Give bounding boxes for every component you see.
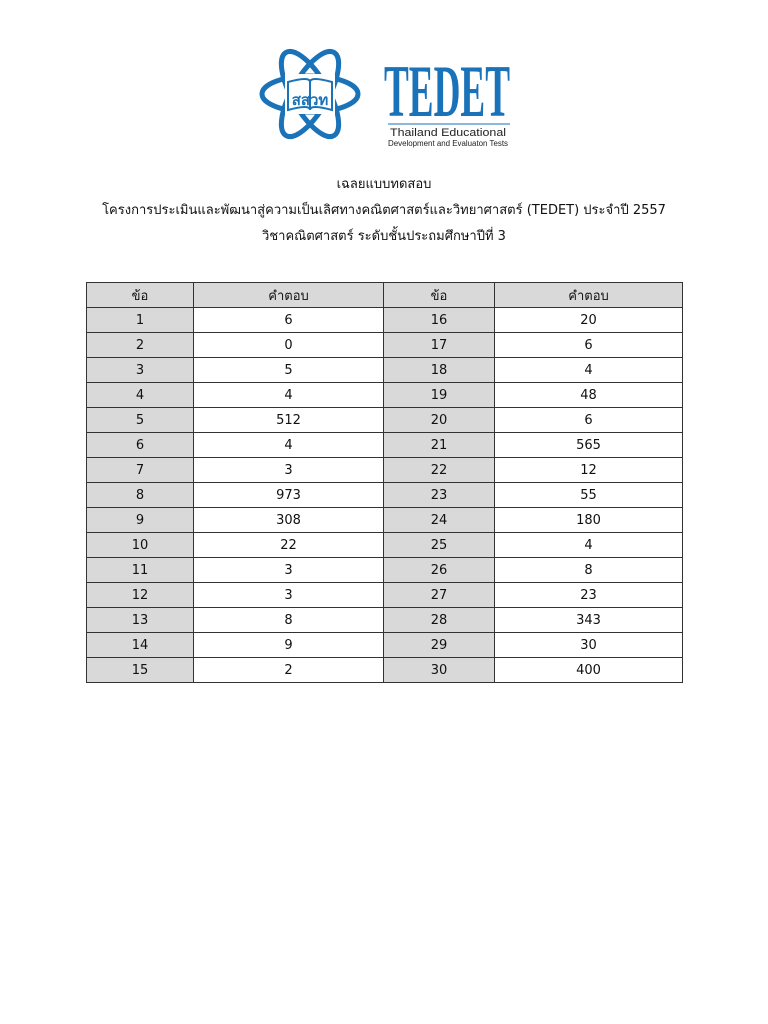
brand-tagline-2: Development and Evaluaton Tests xyxy=(388,139,508,148)
question-number: 27 xyxy=(384,583,495,608)
brand-name: TEDET xyxy=(384,52,510,133)
question-number: 7 xyxy=(87,458,194,483)
table-row xyxy=(87,333,683,358)
answer-value: 48 xyxy=(495,383,683,408)
header-answer-left: คำตอบ xyxy=(194,283,384,308)
answer-value: 6 xyxy=(495,408,683,433)
question-number: 29 xyxy=(384,633,495,658)
answer-value: 9 xyxy=(194,633,384,658)
table-header-row xyxy=(87,283,683,308)
question-number: 5 xyxy=(87,408,194,433)
brand-tagline-1: Thailand Educational xyxy=(390,127,506,139)
answer-value: 4 xyxy=(194,433,384,458)
header-logos xyxy=(258,38,518,152)
answer-value: 180 xyxy=(495,508,683,533)
table-row xyxy=(87,358,683,383)
answer-value: 8 xyxy=(495,558,683,583)
header-question-left: ข้อ xyxy=(87,283,194,308)
answer-key-table xyxy=(86,282,683,683)
answer-value: 343 xyxy=(495,608,683,633)
question-number: 17 xyxy=(384,333,495,358)
table-row xyxy=(87,633,683,658)
doc-subject: วิชาคณิตศาสตร์ ระดับชั้นประถมศึกษาปีที่ 3 xyxy=(262,229,506,244)
table-row xyxy=(87,583,683,608)
table-row xyxy=(87,533,683,558)
table-row xyxy=(87,383,683,408)
table-row xyxy=(87,658,683,683)
answer-value: 0 xyxy=(194,333,384,358)
answer-value: 2 xyxy=(194,658,384,683)
answer-value: 6 xyxy=(194,308,384,333)
answer-value: 308 xyxy=(194,508,384,533)
question-number: 9 xyxy=(87,508,194,533)
question-number: 19 xyxy=(384,383,495,408)
answer-value: 3 xyxy=(194,458,384,483)
seal-text: สสวท xyxy=(291,91,329,109)
table-row xyxy=(87,458,683,483)
answer-value: 3 xyxy=(194,583,384,608)
question-number: 30 xyxy=(384,658,495,683)
answer-value: 512 xyxy=(194,408,384,433)
table-row xyxy=(87,308,683,333)
answer-value: 12 xyxy=(495,458,683,483)
question-number: 20 xyxy=(384,408,495,433)
question-number: 4 xyxy=(87,383,194,408)
question-number: 24 xyxy=(384,508,495,533)
answer-value: 55 xyxy=(495,483,683,508)
question-number: 26 xyxy=(384,558,495,583)
answer-value: 3 xyxy=(194,558,384,583)
question-number: 21 xyxy=(384,433,495,458)
answer-value: 20 xyxy=(495,308,683,333)
question-number: 18 xyxy=(384,358,495,383)
question-number: 25 xyxy=(384,533,495,558)
question-number: 23 xyxy=(384,483,495,508)
answer-value: 4 xyxy=(495,533,683,558)
table-row xyxy=(87,433,683,458)
question-number: 2 xyxy=(87,333,194,358)
answer-value: 30 xyxy=(495,633,683,658)
table-row xyxy=(87,608,683,633)
question-number: 13 xyxy=(87,608,194,633)
question-number: 16 xyxy=(384,308,495,333)
answer-value: 4 xyxy=(495,358,683,383)
answer-value: 400 xyxy=(495,658,683,683)
question-number: 12 xyxy=(87,583,194,608)
question-number: 10 xyxy=(87,533,194,558)
question-number: 3 xyxy=(87,358,194,383)
question-number: 28 xyxy=(384,608,495,633)
answer-value: 22 xyxy=(194,533,384,558)
answer-value: 23 xyxy=(495,583,683,608)
question-number: 6 xyxy=(87,433,194,458)
header-question-right: ข้อ xyxy=(384,283,495,308)
question-number: 11 xyxy=(87,558,194,583)
answer-value: 5 xyxy=(194,358,384,383)
answer-value: 565 xyxy=(495,433,683,458)
table-row xyxy=(87,558,683,583)
question-number: 8 xyxy=(87,483,194,508)
answer-value: 4 xyxy=(194,383,384,408)
table-row xyxy=(87,408,683,433)
header-answer-right: คำตอบ xyxy=(495,283,683,308)
table-row xyxy=(87,508,683,533)
document-headings xyxy=(0,172,768,250)
table-row xyxy=(87,483,683,508)
doc-title: เฉลยแบบทดสอบ xyxy=(336,177,432,192)
question-number: 22 xyxy=(384,458,495,483)
answer-value: 6 xyxy=(495,333,683,358)
table-body xyxy=(87,308,683,683)
question-number: 14 xyxy=(87,633,194,658)
answer-value: 8 xyxy=(194,608,384,633)
answer-value: 973 xyxy=(194,483,384,508)
ipst-atom-logo xyxy=(258,42,362,146)
doc-project: โครงการประเมินและพัฒนาสู่ความเป็นเลิศทางคณิตศาสตร์และวิทยาศาสตร์ (TEDET) ประจำปี 2557 xyxy=(102,203,666,218)
question-number: 1 xyxy=(87,308,194,333)
tedet-wordmark xyxy=(384,52,514,152)
question-number: 15 xyxy=(87,658,194,683)
